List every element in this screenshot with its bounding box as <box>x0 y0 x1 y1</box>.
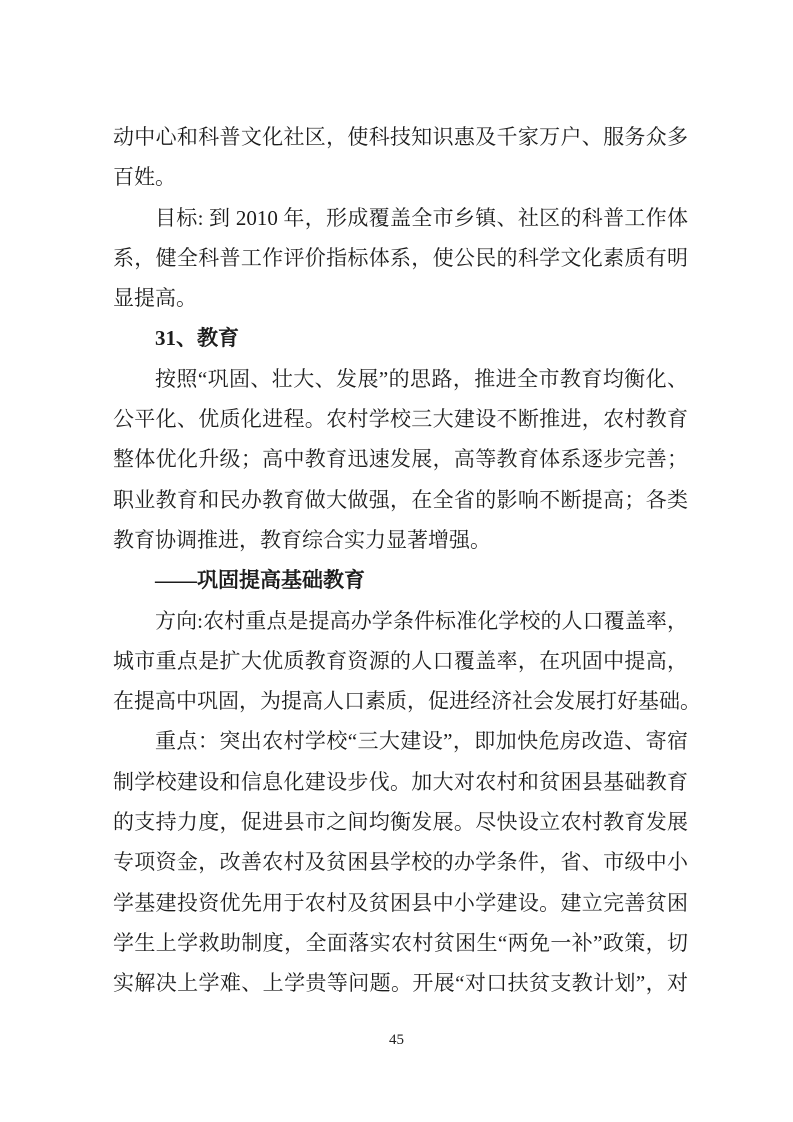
text-line: 职业教育和民办教育做大做强，在全省的影响不断提高；各类 <box>113 487 688 512</box>
text-line: 显提高。 <box>113 286 197 311</box>
sub-heading-basic-education <box>113 560 688 600</box>
text-line: 重点：突出农村学校“三大建设”，即加快危房改造、寄宿 <box>155 729 688 754</box>
text-line: 实解决上学难、上学贵等问题。开展“对口扶贫支教计划”，对 <box>113 971 688 996</box>
text-line: 百姓。 <box>113 165 176 190</box>
section-heading-text: 31、教育 <box>155 326 239 351</box>
sub-heading-text: ——巩固提高基础教育 <box>155 568 365 593</box>
paragraph-education-overview <box>113 359 688 560</box>
text-line: 方向:农村重点是提高办学条件标准化学校的人口覆盖率， <box>155 608 688 633</box>
text-line: 目标: 到 2010 年，形成覆盖全市乡镇、社区的科普工作体 <box>155 205 688 230</box>
text-line: 教育协调推进，教育综合实力显著增强。 <box>113 527 491 552</box>
text-line: 学生上学救助制度，全面落实农村贫困生“两免一补”政策，切 <box>113 930 688 955</box>
text-line: 按照“巩固、壮大、发展”的思路，推进全市教育均衡化、 <box>155 366 688 391</box>
text-line: 公平化、优质化进程。农村学校三大建设不断推进，农村教育 <box>113 407 688 432</box>
text-line: 整体优化升级；高中教育迅速发展，高等教育体系逐步完善； <box>113 447 688 472</box>
section-heading-education <box>113 318 688 358</box>
text-line: 在提高中巩固，为提高人口素质，促进经济社会发展打好基础。 <box>113 689 701 714</box>
text-line: 城市重点是扩大优质教育资源的人口覆盖率，在巩固中提高， <box>113 648 688 673</box>
paragraph-direction <box>113 601 701 722</box>
text-line: 学基建投资优先用于农村及贫困县中小学建设。建立完善贫困 <box>113 890 688 915</box>
text-line: 制学校建设和信息化建设步伐。加大对农村和贫困县基础教育 <box>113 769 688 794</box>
text-line: 动中心和科普文化社区，使科技知识惠及千家万户、服务众多 <box>113 125 688 149</box>
text-line: 系，健全科普工作评价指标体系，使公民的科学文化素质有明 <box>113 245 688 270</box>
paragraph-key-points <box>113 721 688 1003</box>
paragraph-continuation <box>113 117 688 198</box>
text-line: 的支持力度，促进县市之间均衡发展。尽快设立农村教育发展 <box>113 810 688 835</box>
text-line: 专项资金，改善农村及贫困县学校的办学条件，省、市级中小 <box>113 850 688 875</box>
page-number: 45 <box>389 1032 404 1048</box>
paragraph-goal <box>113 198 688 319</box>
text-content <box>113 117 701 1004</box>
